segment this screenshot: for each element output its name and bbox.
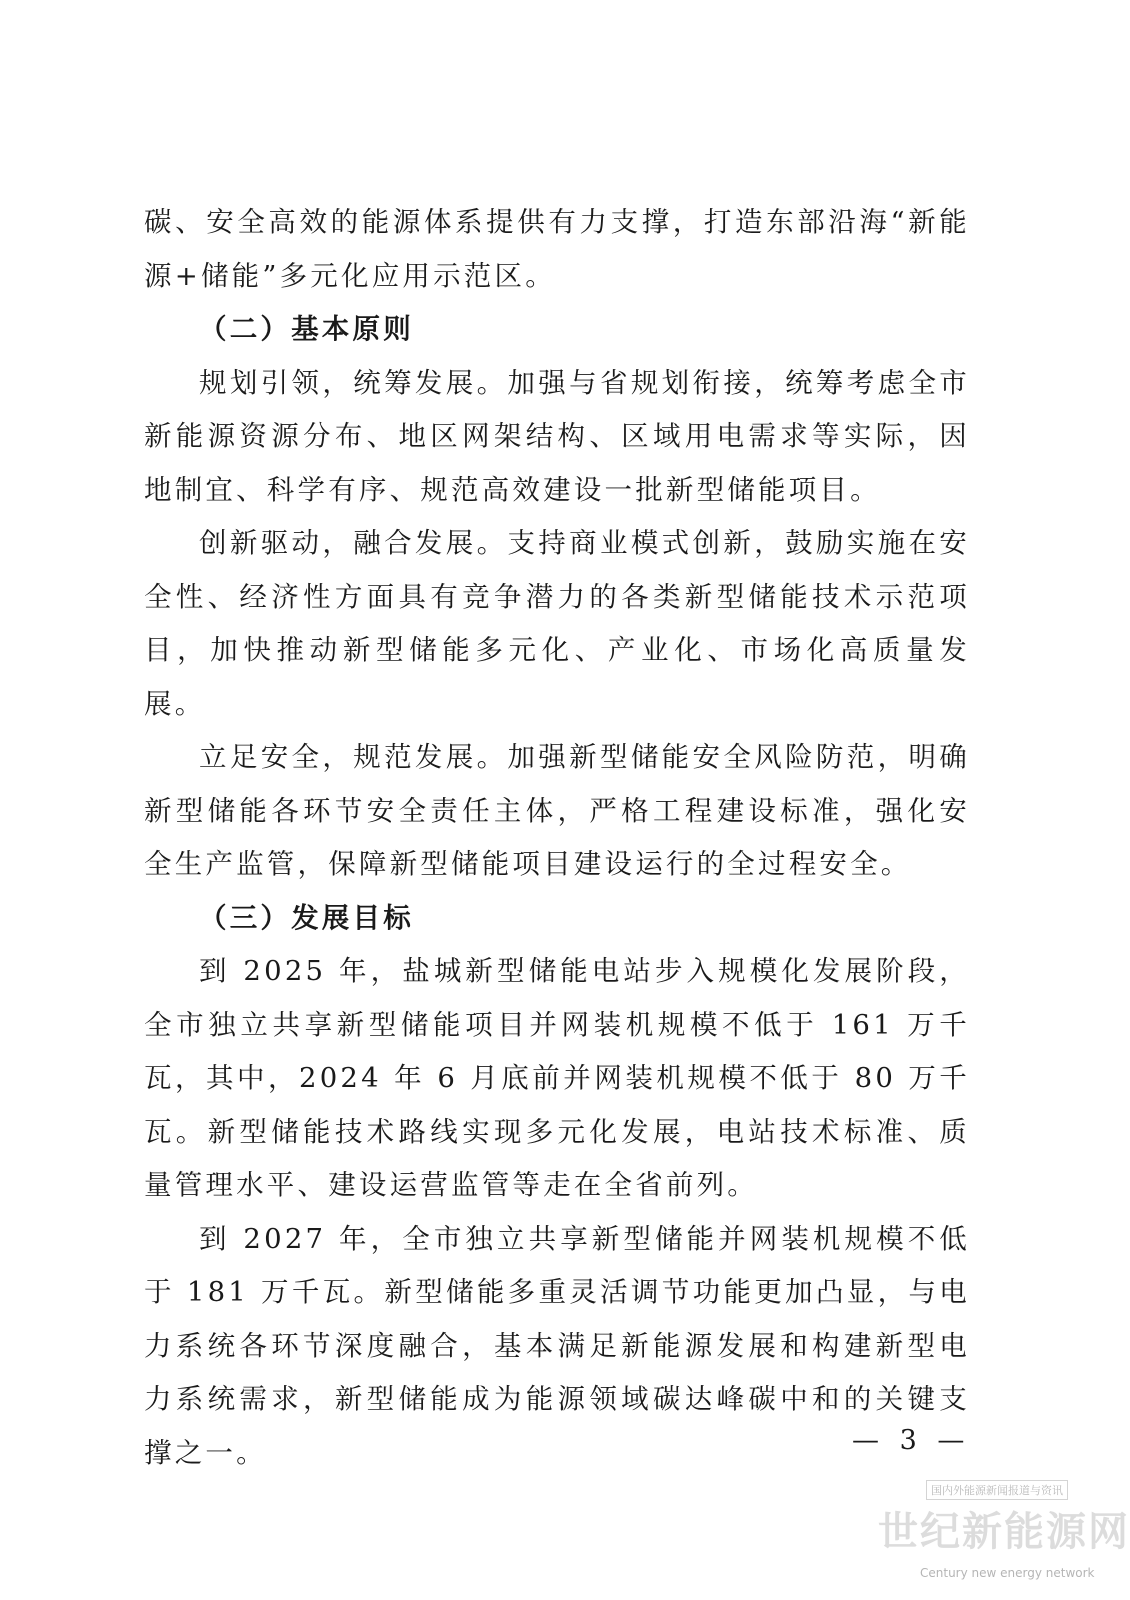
paragraph-goal-2025: 到 2025 年，盐城新型储能电站步入规模化发展阶段，全市独立共享新型储能项目并网装机规模不低于 161 万千瓦，其中，2024 年 6 月底前并网装机规模不低于 80 万千瓦。新型储能技术路线实现多元化发展，电站技术标准、质量管理水平、建设运营监管等走在全省前列。 [144, 955, 970, 1201]
watermark-english-text: Century new energy network [920, 1566, 1095, 1580]
paragraph-planning-guidance: 规划引领，统筹发展。加强与省规划衔接，统筹考虑全市新能源资源分布、地区网架结构、区域用电需求等实际，因地制宜、科学有序、规范高效建设一批新型储能项目。 [144, 366, 970, 506]
paragraph-goal-2027: 到 2027 年，全市独立共享新型储能并网装机规模不低于 181 万千瓦。新型储能多重灵活调节功能更加凸显，与电力系统各环节深度融合，基本满足新能源发展和构建新型电力系统需求，新型储能成为能源领域碳达峰碳中和的关键支撑之一。 [144, 1222, 970, 1469]
site-watermark [868, 1480, 1130, 1590]
section-heading-basic-principles: （二）基本原则 [199, 313, 414, 345]
document-body [144, 196, 970, 1480]
paragraph-continued: 碳、安全高效的能源体系提供有力支撑，打造东部沿海“新能源+储能”多元化应用示范区。 [144, 206, 970, 292]
section-heading-development-goals: （三）发展目标 [199, 901, 414, 934]
watermark-tagline: 国内外能源新闻报道与资讯 [926, 1480, 1068, 1500]
paragraph-innovation-driven: 创新驱动，融合发展。支持商业模式创新，鼓励实施在安全性、经济性方面具有竞争潜力的各类新型储能技术示范项目，加快推动新型储能多元化、产业化、市场化高质量发展。 [144, 527, 970, 720]
paragraph-safety-first: 立足安全，规范发展。加强新型储能安全风险防范，明确新型储能各环节安全责任主体，严格工程建设标准，强化安全生产监管，保障新型储能项目建设运行的全过程安全。 [144, 741, 970, 880]
page-number: — 3 — [852, 1425, 971, 1456]
watermark-logo-text: 世纪新能源网 [878, 1508, 1130, 1555]
